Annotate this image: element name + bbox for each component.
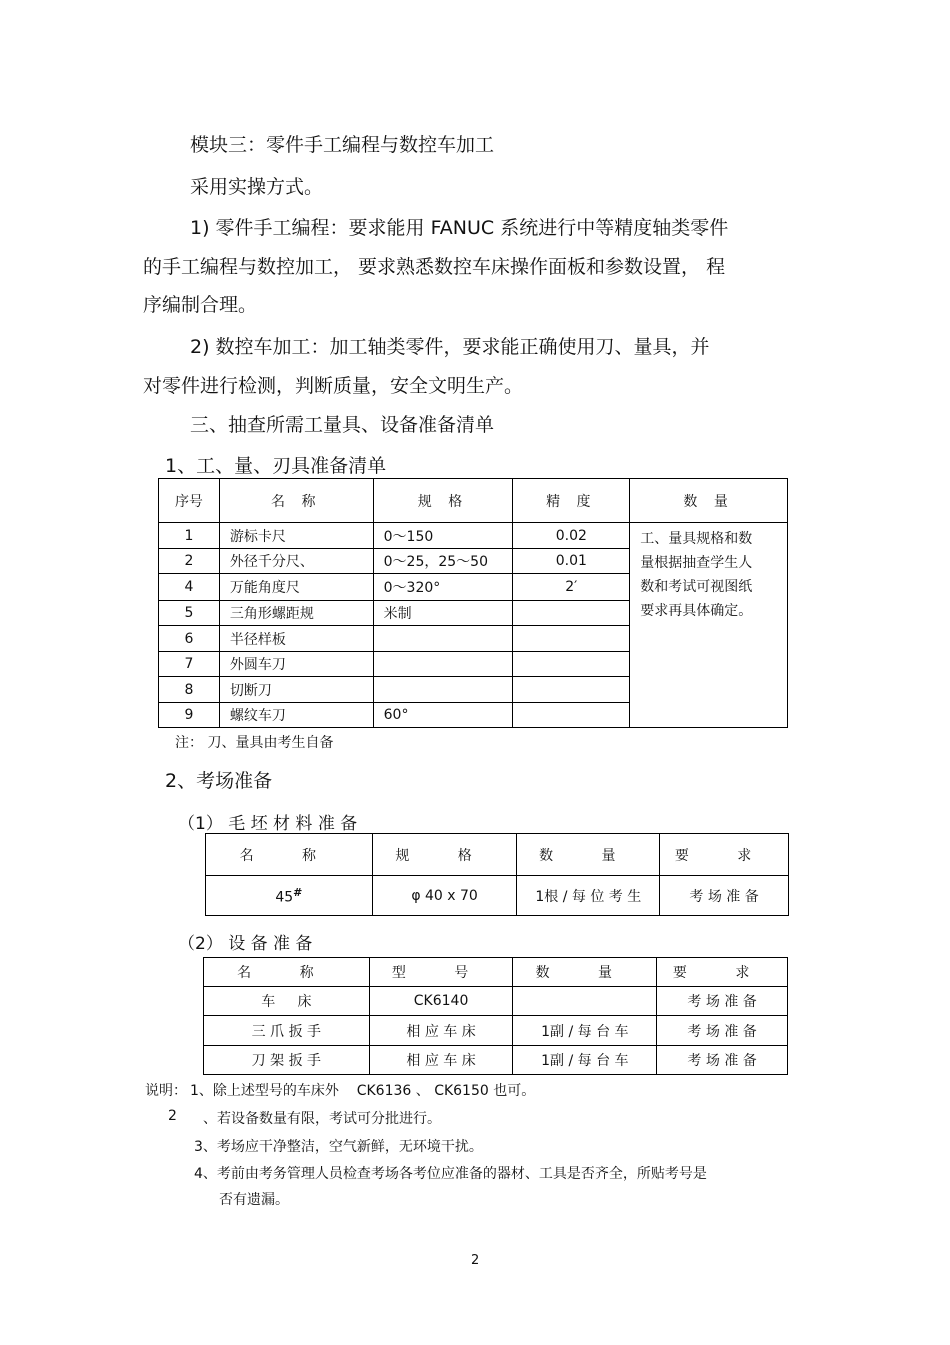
header-name: 名 称 [219, 479, 373, 523]
blank-name-sup: # [293, 885, 303, 899]
row-name: 三角形螺距规 [219, 601, 373, 626]
row-spec [373, 626, 513, 652]
blank-name [206, 876, 373, 916]
row-precision [513, 703, 630, 728]
table-row [206, 876, 789, 916]
row-precision [513, 652, 630, 677]
row-spec [373, 652, 513, 677]
tools-table [158, 478, 788, 728]
row-name: 半径样板 [219, 626, 373, 652]
row-no: 5 [159, 601, 220, 626]
row-no: 9 [159, 703, 220, 728]
sub2-1-heading: （1） 毛 坯 材 料 准 备 [178, 814, 358, 834]
notes-label: 说明： [145, 1083, 187, 1099]
row-name: 螺纹车刀 [219, 703, 373, 728]
page-number: 2 [471, 1253, 480, 1268]
row-precision [513, 626, 630, 652]
row-precision: 0.01 [513, 549, 630, 574]
row-name: 外径千分尺、 [219, 549, 373, 574]
equip-name: 车 床 [204, 987, 370, 1016]
row-no: 6 [159, 626, 220, 652]
blank-material-table [205, 833, 789, 916]
row-precision: 2′ [513, 574, 630, 601]
blank-header-req: 要 求 [660, 834, 789, 876]
equip-model: CK6140 [369, 987, 513, 1016]
equip-model: 相 应 车 床 [369, 1016, 513, 1046]
quantity-note-line: 量根据抽查学生人 [640, 555, 753, 571]
row-spec: 米制 [373, 601, 513, 626]
equip-header-qty: 数 量 [513, 958, 657, 987]
table-row [159, 523, 788, 549]
equip-qty [513, 987, 657, 1016]
equipment-table [203, 957, 788, 1075]
row-name: 万能角度尺 [219, 574, 373, 601]
row-spec [373, 677, 513, 703]
table-row [204, 987, 788, 1016]
note-1: 1、除上述型号的车床外 CK6136 、 CK6150 也可。 [190, 1083, 536, 1099]
method-text: 采用实操方式。 [190, 176, 324, 198]
blank-qty: 1根 / 每 位 考 生 [517, 876, 660, 916]
item1-line1: 1) 零件手工编程：要求能用 FANUC 系统进行中等精度轴类零件 [190, 217, 729, 239]
note-4-line2: 否有遗漏。 [219, 1192, 289, 1208]
equip-name: 刀 架 扳 手 [204, 1046, 370, 1075]
blank-header-name: 名 称 [206, 834, 373, 876]
row-no: 7 [159, 652, 220, 677]
row-no: 2 [159, 549, 220, 574]
row-no: 1 [159, 523, 220, 549]
row-precision [513, 601, 630, 626]
row-spec: 60° [373, 703, 513, 728]
blank-header-spec: 规 格 [372, 834, 517, 876]
equip-header-req: 要 求 [657, 958, 788, 987]
row-no: 4 [159, 574, 220, 601]
quantity-note-line: 数和考试可视图纸 [640, 579, 753, 595]
tools-note: 注： 刀、量具由考生自备 [175, 735, 334, 751]
item1-line3: 序编制合理。 [143, 294, 258, 316]
quantity-note [630, 523, 788, 728]
note-3: 3、考场应干净整洁，空气新鲜，无环境干扰。 [194, 1139, 483, 1155]
equip-req: 考 场 准 备 [657, 987, 788, 1016]
note-2: 、若设备数量有限，考试可分批进行。 [203, 1111, 441, 1127]
header-precision: 精 度 [513, 479, 630, 523]
row-spec: 0～25，25～50 [373, 549, 513, 574]
row-name: 游标卡尺 [219, 523, 373, 549]
row-name: 外圆车刀 [219, 652, 373, 677]
header-spec: 规 格 [373, 479, 513, 523]
row-precision: 0.02 [513, 523, 630, 549]
quantity-note-line: 要求再具体确定。 [640, 603, 753, 619]
header-quantity: 数 量 [630, 479, 788, 523]
equip-header-model: 型 号 [369, 958, 513, 987]
module-title: 模块三：零件手工编程与数控车加工 [190, 134, 495, 156]
row-name: 切断刀 [219, 677, 373, 703]
blank-header-qty: 数 量 [517, 834, 660, 876]
blank-name-value: 45 [275, 889, 294, 906]
equip-req: 考 场 准 备 [657, 1016, 788, 1046]
equip-name: 三 爪 扳 手 [204, 1016, 370, 1046]
item2-line1: 2) 数控车加工：加工轴类零件，要求能正确使用刀、量具，并 [190, 336, 710, 358]
header-no: 序号 [159, 479, 220, 523]
equip-qty: 1副 / 每 台 车 [513, 1046, 657, 1075]
equip-model: 相 应 车 床 [369, 1046, 513, 1075]
quantity-note-line: 工、量具规格和数 [640, 531, 753, 547]
item1-line2: 的手工编程与数控加工， 要求熟悉数控车床操作面板和参数设置， 程 [143, 256, 726, 278]
table-row [204, 1016, 788, 1046]
note-2-number: 2 [168, 1108, 177, 1124]
blank-req: 考 场 准 备 [660, 876, 789, 916]
row-spec: 0～320° [373, 574, 513, 601]
table-row [204, 1046, 788, 1075]
section3-heading: 三、抽查所需工量具、设备准备清单 [190, 414, 495, 436]
equip-header-name: 名 称 [204, 958, 370, 987]
row-precision [513, 677, 630, 703]
item2-line2: 对零件进行检测，判断质量，安全文明生产。 [143, 375, 524, 397]
sub2-heading: 2、考场准备 [165, 770, 273, 792]
row-spec: 0～150 [373, 523, 513, 549]
blank-spec: φ 40 x 70 [372, 876, 517, 916]
equip-qty: 1副 / 每 台 车 [513, 1016, 657, 1046]
sub2-2-heading: （2） 设 备 准 备 [178, 934, 313, 954]
equip-req: 考 场 准 备 [657, 1046, 788, 1075]
sub1-heading: 1、工、量、刃具准备清单 [165, 455, 387, 477]
note-4-line1: 4、考前由考务管理人员检查考场各考位应准备的器材、工具是否齐全，所贴考号是 [194, 1166, 707, 1182]
row-no: 8 [159, 677, 220, 703]
